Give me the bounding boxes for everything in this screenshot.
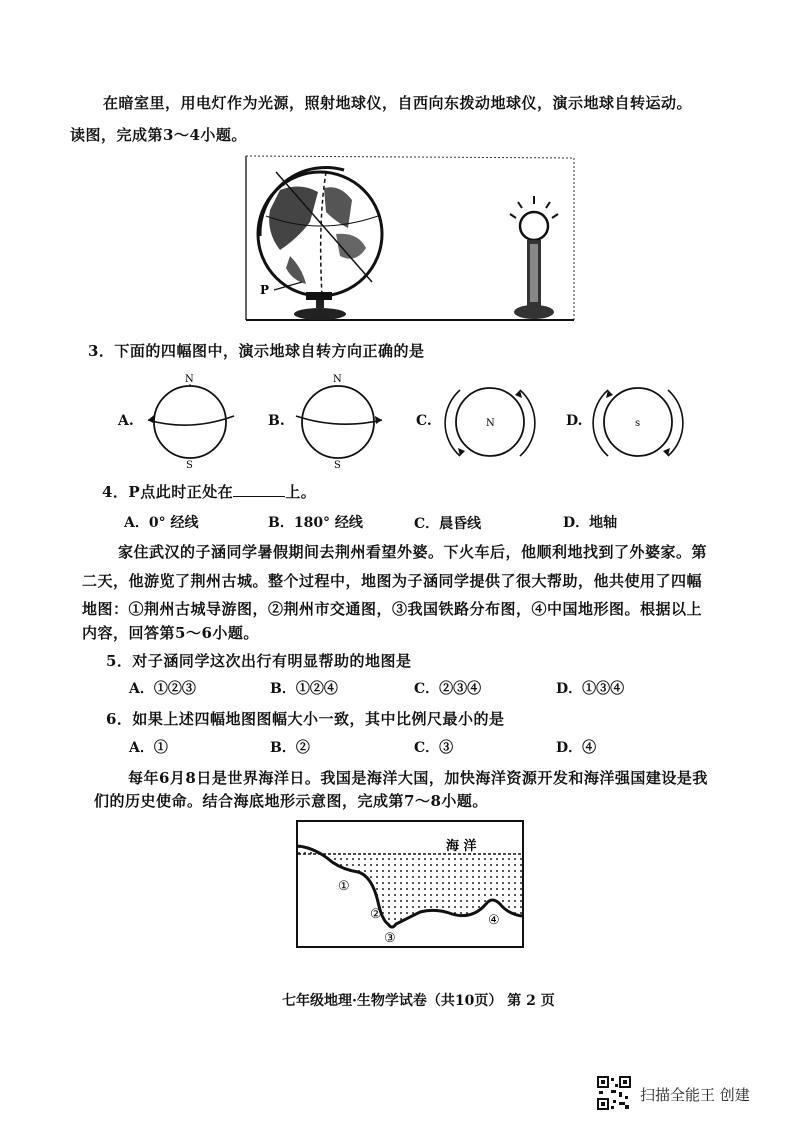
qr-code-icon: [597, 1076, 631, 1110]
ocean-label: 海 洋: [446, 839, 477, 854]
seabed-profile-figure: [296, 820, 524, 950]
q3-option-a-label: A.: [118, 413, 134, 429]
svg-text:N: N: [185, 374, 194, 385]
svg-text:S: S: [334, 460, 341, 471]
q6-option-c: C．③: [414, 740, 454, 756]
q3-option-c-label: C.: [416, 413, 432, 429]
marker-1: ①: [338, 879, 350, 894]
intro3-line1: 每年6月8日是世界海洋日。我国是海洋大国，加快海洋资源开发和海洋强国建设是我: [128, 769, 708, 787]
q3-globe-c: [446, 378, 536, 468]
svg-text:N: N: [486, 418, 495, 429]
marker-2: ②: [370, 907, 382, 922]
q4-option-d: D．地轴: [563, 515, 618, 531]
svg-text:N: N: [333, 374, 342, 385]
globe-icon: [258, 167, 382, 320]
scanner-watermark: 扫描全能王 创建: [640, 1086, 750, 1104]
q4-stem-post: 上。: [285, 483, 317, 501]
q3-option-b-label: B.: [268, 413, 285, 429]
intro3-line2: 们的历史使命。结合海底地形示意图，完成第7～8小题。: [94, 792, 488, 810]
q4-blank: [233, 482, 285, 497]
page-footer: 七年级地理·生物学试卷（共10页） 第 2 页: [282, 993, 555, 1009]
intro2-line4: 内容，回答第5～6小题。: [82, 624, 259, 642]
q3-globe-b: [290, 370, 390, 470]
intro2-line2: 二天，他游览了荆州古城。整个过程中，地图为子涵同学提供了很大帮助，他共使用了四幅: [82, 572, 703, 590]
q3-option-d-label: D.: [566, 413, 583, 429]
q4-option-a: A．0° 经线: [124, 515, 199, 531]
q6-option-d: D．④: [556, 740, 597, 756]
q5-stem: 5．对子涵同学这次出行有明显帮助的地图是: [106, 652, 412, 670]
q3-globe-a: [142, 370, 242, 470]
intro2-line3: 地图：①荆州古城导游图，②荆州市交通图，③我国铁路分布图，④中国地形图。根据以上: [82, 600, 703, 618]
svg-text:s: s: [635, 418, 641, 429]
q3-globe-d: [594, 378, 684, 468]
q4-option-c: C．晨昏线: [414, 516, 482, 532]
intro1-line1: 在暗室里，用电灯作为光源，照射地球仪，自西向东拨动地球仪，演示地球自转运动。: [103, 94, 693, 112]
q6-stem: 6．如果上述四幅地图图幅大小一致，其中比例尺最小的是: [106, 710, 505, 728]
intro2-line1: 家住武汉的子涵同学暑假期间去荆州看望外婆。下火车后，他顺利地找到了外婆家。第: [118, 543, 708, 561]
lamp-icon: [510, 196, 558, 319]
q5-option-a: A．①②③: [129, 681, 196, 697]
globe-lamp-figure: [240, 152, 580, 324]
q4-stem-pre: 4．P点此时正处在: [102, 483, 234, 501]
intro1-line2: 读图，完成第3～4小题。: [70, 126, 247, 144]
q3-stem: 3．下面的四幅图中，演示地球自转方向正确的是: [88, 342, 425, 360]
q5-option-b: B．①②④: [270, 681, 338, 697]
q4-stem: [102, 481, 316, 502]
globe-point-label: P: [260, 283, 270, 297]
q6-option-b: B．②: [270, 740, 310, 756]
q5-option-d: D．①③④: [556, 681, 625, 697]
q5-option-c: C．②③④: [414, 681, 482, 697]
marker-3: ③: [384, 931, 396, 946]
marker-4: ④: [488, 913, 500, 928]
q6-option-a: A．①: [129, 740, 168, 756]
q4-option-b: B．180° 经线: [268, 515, 363, 531]
svg-text:S: S: [186, 460, 193, 471]
